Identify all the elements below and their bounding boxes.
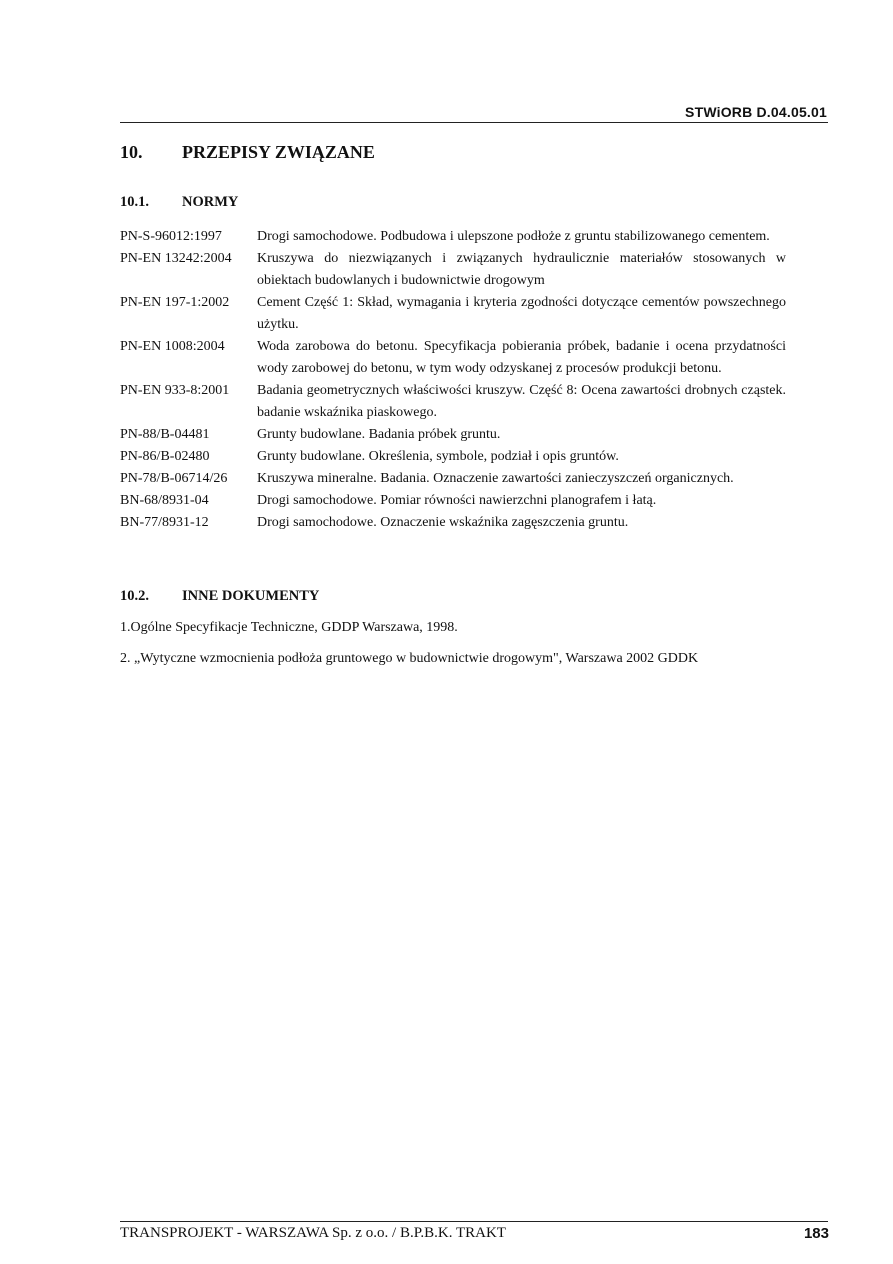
subsection-norms-heading (120, 194, 238, 211)
norm-description: Drogi samochodowe. Pomiar równości nawierzchni planografem i łatą. (257, 493, 657, 508)
document-item: 2. „Wytyczne wzmocnienia podłoża gruntowego w budownictwie drogowym", Warszawa 2002 GDDK (120, 651, 699, 666)
norm-code: PN-86/B-02480 (120, 449, 210, 464)
subsection-norms-number: 10.1. (120, 194, 149, 210)
footer-company: TRANSPROJEKT - WARSZAWA Sp. z o.o. / B.P.B.K. TRAKT (120, 1225, 506, 1241)
norm-row (120, 468, 786, 490)
norm-code: BN-77/8931-12 (120, 515, 209, 530)
norm-row (120, 226, 786, 248)
norm-description: Grunty budowlane. Określenia, symbole, podział i opis gruntów. (257, 449, 619, 464)
norm-code: PN-S-96012:1997 (120, 229, 222, 244)
section-title: PRZEPISY ZWIĄZANE (182, 142, 375, 162)
norm-code: PN-EN 933-8:2001 (120, 383, 230, 398)
subsection-docs-heading (120, 588, 319, 605)
section-number: 10. (120, 142, 143, 162)
norm-row (120, 512, 786, 534)
norm-row (120, 490, 786, 512)
subsection-norms-title: NORMY (182, 194, 239, 210)
norm-code: PN-78/B-06714/26 (120, 471, 228, 486)
subsection-docs-number: 10.2. (120, 588, 149, 604)
norm-row (120, 446, 786, 468)
section-heading (120, 142, 375, 163)
norm-row (120, 380, 786, 424)
norm-description: Drogi samochodowe. Podbudowa i ulepszone podłoże z gruntu stabilizowanego cementem. (257, 229, 770, 244)
document-item: 1.Ogólne Specyfikacje Techniczne, GDDP Warszawa, 1998. (120, 620, 458, 635)
norm-description: Grunty budowlane. Badania próbek gruntu. (257, 427, 501, 442)
norm-row (120, 292, 786, 336)
norm-code: PN-EN 1008:2004 (120, 339, 225, 354)
norm-code: PN-88/B-04481 (120, 427, 210, 442)
norm-row (120, 336, 786, 380)
norm-code: PN-EN 197-1:2002 (120, 295, 230, 310)
subsection-docs-title: INNE DOKUMENTY (182, 588, 320, 604)
norm-description: Drogi samochodowe. Oznaczenie wskaźnika zagęszczenia gruntu. (257, 515, 629, 530)
norm-row (120, 248, 786, 292)
norm-description: Woda zarobowa do betonu. Specyfikacja pobierania próbek, badanie i ocena przydatności wody zarobowej do betonu, w tym wody odzyskanej z procesów produkcji betonu. (257, 339, 786, 376)
norm-code: PN-EN 13242:2004 (120, 251, 232, 266)
norm-row (120, 424, 786, 446)
norm-description: Kruszywa mineralne. Badania. Oznaczenie zawartości zanieczyszczeń organicznych. (257, 471, 734, 486)
norms-list (120, 226, 786, 534)
footer-rule (120, 1221, 828, 1222)
header-doc-code: STWiORB D.04.05.01 (685, 104, 827, 120)
header-rule (120, 122, 828, 123)
page-number: 183 (803, 1225, 829, 1242)
norm-description: Cement Część 1: Skład, wymagania i kryteria zgodności dotyczące cementów powszechnego użytku. (257, 295, 786, 332)
norm-description: Badania geometrycznych właściwości kruszyw. Część 8: Ocena zawartości drobnych cząstek. badanie wskaźnika piaskowego. (257, 383, 786, 420)
norm-description: Kruszywa do niezwiązanych i związanych hydraulicznie materiałów stosowanych w obiektach budowlanych i budownictwie drogowym (257, 251, 786, 288)
norm-code: BN-68/8931-04 (120, 493, 209, 508)
